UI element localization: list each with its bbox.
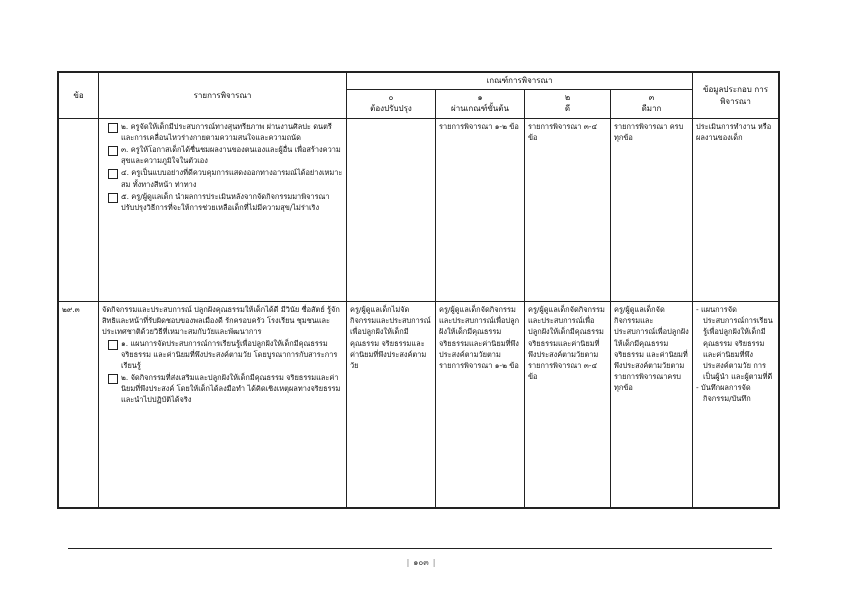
row2-no: ๒๙.๓ (59, 302, 99, 508)
row1-level-1: รายการพิจารณา ๑-๒ ข้อ (436, 119, 525, 302)
checkbox[interactable] (108, 123, 118, 133)
criteria-item (102, 121, 343, 143)
criteria-item (102, 191, 343, 213)
row2-level-3: ครู/ผู้ดูแลเด็กจัดกิจกรรมและประสบการณ์เพื่อปลูกฝังให้เด็กมีคุณธรรม จริยธรรม และค่านิยมที่พึงประสงค์ตามวัยตามรายการพิจารณาครบทุกข้อ (611, 302, 693, 508)
row1-level-3: รายการพิจารณา ครบทุกข้อ (611, 119, 693, 302)
row1-no (59, 119, 99, 302)
level-0-num: ๐ (388, 93, 394, 103)
row1-info: ประเมินการทำงาน หรือผลงานของเด็ก (693, 119, 779, 302)
row2-info (693, 302, 779, 508)
info-list (696, 304, 775, 404)
header-level-3 (611, 90, 693, 119)
row1-level-0 (347, 119, 436, 302)
row2-items (99, 302, 347, 508)
table-row (59, 302, 779, 508)
level-2-label: ดี (564, 104, 571, 113)
header-item: รายการพิจารณา (99, 73, 347, 119)
header-info: ข้อมูลประกอบ การพิจารณา (693, 73, 779, 119)
row2-level-0: ครู/ผู้ดูแลเด็กไม่จัดกิจกรรมและประสบการณ์เพื่อปลูกฝังให้เด็กมีคุณธรรม จริยธรรมและค่านิยมที่พึงประสงค์ตามวัย (347, 302, 436, 508)
criteria-text: ๒. ครูจัดให้เด็กมีประสบการณ์ทางสุนทรียภาพ ผ่านงานศิลปะ ดนตรี และการเคลื่อนไหวร่างกายตามความสนใจและความถนัด (121, 122, 332, 143)
checkbox[interactable] (108, 146, 118, 156)
checkbox[interactable] (108, 193, 118, 203)
level-1-num: ๑ (477, 93, 483, 103)
row2-level-2: ครู/ผู้ดูแลเด็กจัดกิจกรรมและประสบการณ์เพื่อปลูกฝังให้เด็กมีคุณธรรม จริยธรรมและค่านิยมที่พึงประสงค์ตามวัยตามรายการพิจารณา ๓-๔ ข้อ (525, 302, 611, 508)
row1-items (99, 119, 347, 302)
criteria-text: ๓. ครูให้โอกาสเด็กได้ชื่นชมผลงานของตนเองและผู้อื่น เพื่อสร้างความสุขและความภูมิใจในตัวเอง (121, 145, 341, 166)
criteria-item (102, 338, 343, 371)
row2-level-1: ครู/ผู้ดูแลเด็กจัดกิจกรรมและประสบการณ์เพื่อปลูกฝังให้เด็กมีคุณธรรม จริยธรรมและค่านิยมที่พึงประสงค์ตามวัยตามรายการพิจารณา ๑-๒ ข้อ (436, 302, 525, 508)
level-3-num: ๓ (648, 93, 655, 103)
criteria-text: ๔. ครูเป็นแบบอย่างที่ดีควบคุมการแสดงออกทางอารมณ์ได้อย่างเหมาะสม ทั้งทางสีหน้า ท่าทาง (121, 168, 343, 189)
level-0-label: ต้องปรับปรุง (370, 104, 412, 113)
row2-intro: จัดกิจกรรมและประสบการณ์ ปลูกฝังคุณธรรมให้เด็กได้ดี มีวินัย ซื่อสัตย์ รู้จักสิทธิและหน้าที่รับผิดชอบของพลเมืองดี รักครอบครัว โรงเรียน ชุมชนและประเทศชาติด้วยวิธีที่เหมาะสมกับวัยและพัฒนาการ (102, 305, 340, 337)
header-no: ข้อ (59, 73, 99, 119)
page-number-bar-right: | (432, 558, 436, 567)
level-1-label: ผ่านเกณฑ์ขั้นต้น (451, 104, 509, 113)
info-item: - แผนการจัดประสบการณ์การเรียนรู้เพื่อปลูกฝังให้เด็กมีคุณธรรม จริยธรรม และค่านิยมที่พึงประสงค์ตามวัย การเป็นผู้นำ และผู้ตามที่ดี (696, 305, 773, 381)
checkbox[interactable] (108, 374, 118, 384)
criteria-item (102, 372, 343, 405)
row1-level-2: รายการพิจารณา ๓-๔ ข้อ (525, 119, 611, 302)
page-number: ๑๐๓ (413, 558, 429, 567)
header-level-0 (347, 90, 436, 119)
checkbox[interactable] (108, 169, 118, 179)
criteria-text: ๑. แผนการจัดประสบการณ์การเรียนรู้เพื่อปลูกฝังให้เด็กมีคุณธรรม จริยธรรม และค่านิยมที่พึงประสงค์ตามวัย โดยบูรณาการกับสาระการเรียนรู้ (121, 338, 338, 370)
criteria-text: ๒. จัดกิจกรรมที่ส่งเสริมและปลูกฝังให้เด็กมีคุณธรรม จริยธรรมและค่านิยมที่พึงประสงค์ โดยให้เด็กได้ลงมือทำ ได้คิดเชิงเหตุผลทางจริยธรรม และนำไปปฏิบัติได้จริง (121, 372, 341, 405)
criteria-table (58, 72, 779, 508)
header-criteria: เกณฑ์การพิจารณา (347, 73, 693, 90)
criteria-item (102, 144, 343, 166)
level-2-num: ๒ (564, 93, 571, 103)
page-number-footer (0, 556, 842, 569)
criteria-item (102, 167, 343, 189)
header-level-2 (525, 90, 611, 119)
checkbox[interactable] (108, 340, 118, 350)
table-row (59, 119, 779, 302)
level-3-label: ดีมาก (641, 104, 662, 113)
page-number-bar-left: | (406, 558, 410, 567)
info-item: - บันทึกผลการจัดกิจกรรม/บันทึก (696, 382, 751, 404)
footer-divider (68, 548, 772, 549)
header-level-1 (436, 90, 525, 119)
criteria-text: ๕. ครู/ผู้ดูแลเด็ก นำผลการประเมินหลังจากจัดกิจกรรมมาพิจารณาปรับปรุงวิธีการที่จะให้การช่วยเหลือเด็กที่ไม่มีความสุข/ไม่ร่าเริง (121, 191, 330, 212)
